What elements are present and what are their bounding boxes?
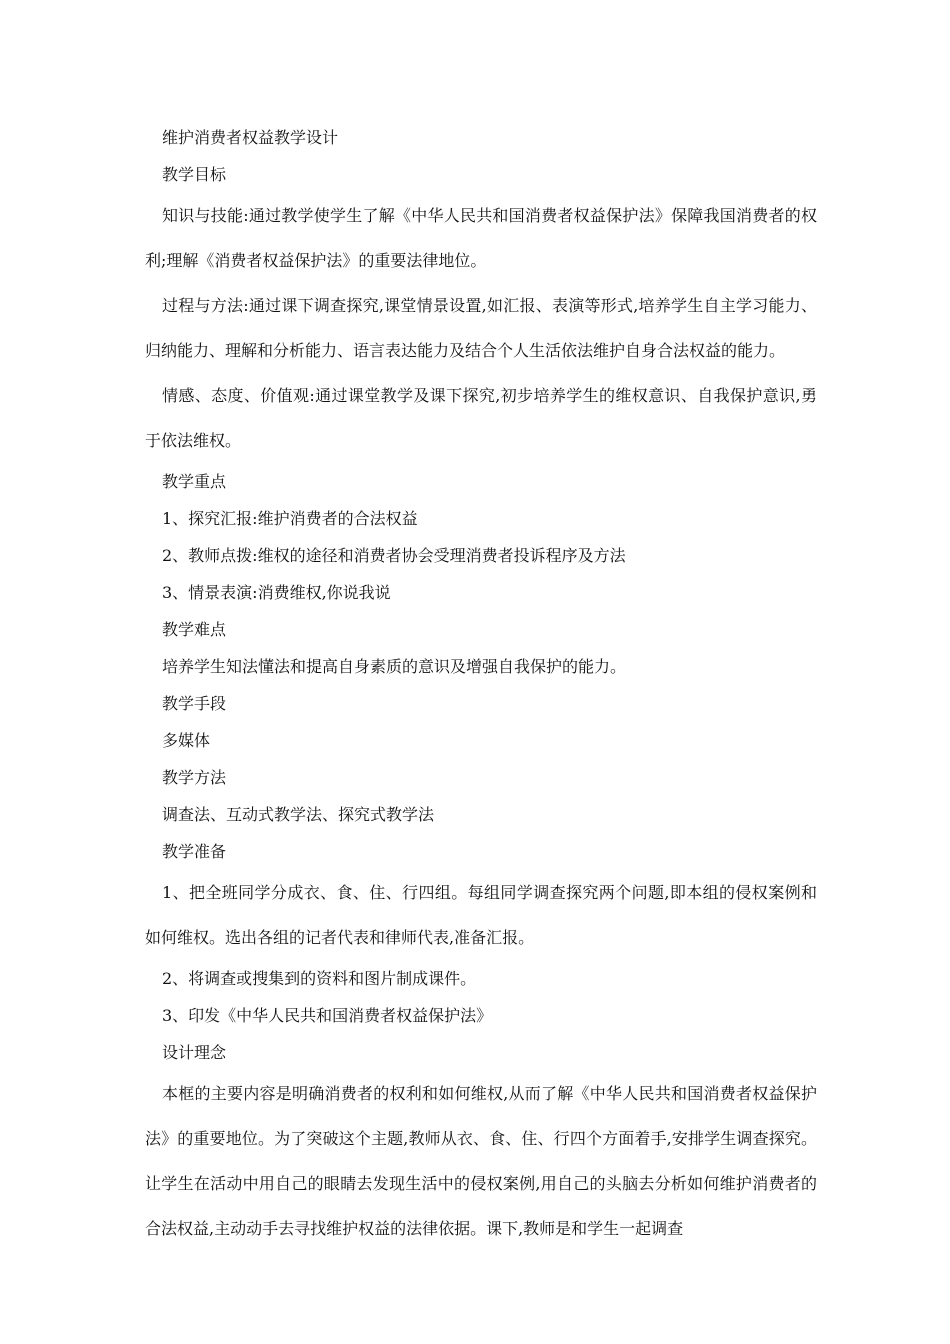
paragraph-process-methods: 过程与方法:通过课下调查探究,课堂情景设置,如汇报、表演等形式,培养学生自主学习能力、归纳能力、理解和分析能力、语言表达能力及结合个人生活依法维护自身合法权益的能力。 — [145, 296, 817, 360]
list-item-preparation-3: 3、印发《中华人民共和国消费者权益保护法》 — [162, 1006, 493, 1025]
section-heading-design-concept: 设计理念 — [162, 1043, 227, 1062]
list-item-key-point-1: 1、探究汇报:维护消费者的合法权益 — [162, 509, 418, 528]
paragraph-design-concept: 本框的主要内容是明确消费者的权利和如何维权,从而了解《中华人民共和国消费者权益保护法》的重要地位。为了突破这个主题,教师从衣、食、住、行四个方面着手,安排学生调查探究。让学生在活动中用自己的眼睛去发现生活中的侵权案例,用自己的头脑去分析如何维护消费者的合法权益,主动动手去寻找维护权益的法律依据。课下,教师是和学生一起调查 — [145, 1084, 817, 1238]
paragraph-difficulties: 培养学生知法懂法和提高自身素质的意识及增强自我保护的能力。 — [162, 657, 627, 676]
document-body — [145, 119, 817, 1251]
list-item-preparation-2: 2、将调查或搜集到的资料和图片制成课件。 — [162, 969, 477, 988]
section-heading-difficulties: 教学难点 — [162, 620, 227, 639]
section-heading-objectives: 教学目标 — [162, 165, 227, 184]
paragraph-values: 情感、态度、价值观:通过课堂教学及课下探究,初步培养学生的维权意识、自我保护意识,勇于依法维权。 — [145, 386, 817, 450]
list-item-key-point-3: 3、情景表演:消费维权,你说我说 — [162, 583, 391, 602]
paragraph-means: 多媒体 — [162, 731, 211, 750]
document-title: 维护消费者权益教学设计 — [162, 128, 339, 147]
section-heading-methods: 教学方法 — [162, 768, 227, 787]
section-heading-key-points: 教学重点 — [162, 472, 227, 491]
list-item-key-point-2: 2、教师点拨:维权的途径和消费者协会受理消费者投诉程序及方法 — [162, 546, 626, 565]
section-heading-preparation: 教学准备 — [162, 842, 227, 861]
section-heading-means: 教学手段 — [162, 694, 227, 713]
paragraph-knowledge-skills: 知识与技能:通过教学使学生了解《中华人民共和国消费者权益保护法》保障我国消费者的权利;理解《消费者权益保护法》的重要法律地位。 — [145, 206, 817, 270]
list-item-preparation-1: 1、把全班同学分成衣、食、住、行四组。每组同学调查探究两个问题,即本组的侵权案例和如何维权。选出各组的记者代表和律师代表,准备汇报。 — [145, 883, 817, 947]
paragraph-methods: 调查法、互动式教学法、探究式教学法 — [162, 805, 435, 824]
